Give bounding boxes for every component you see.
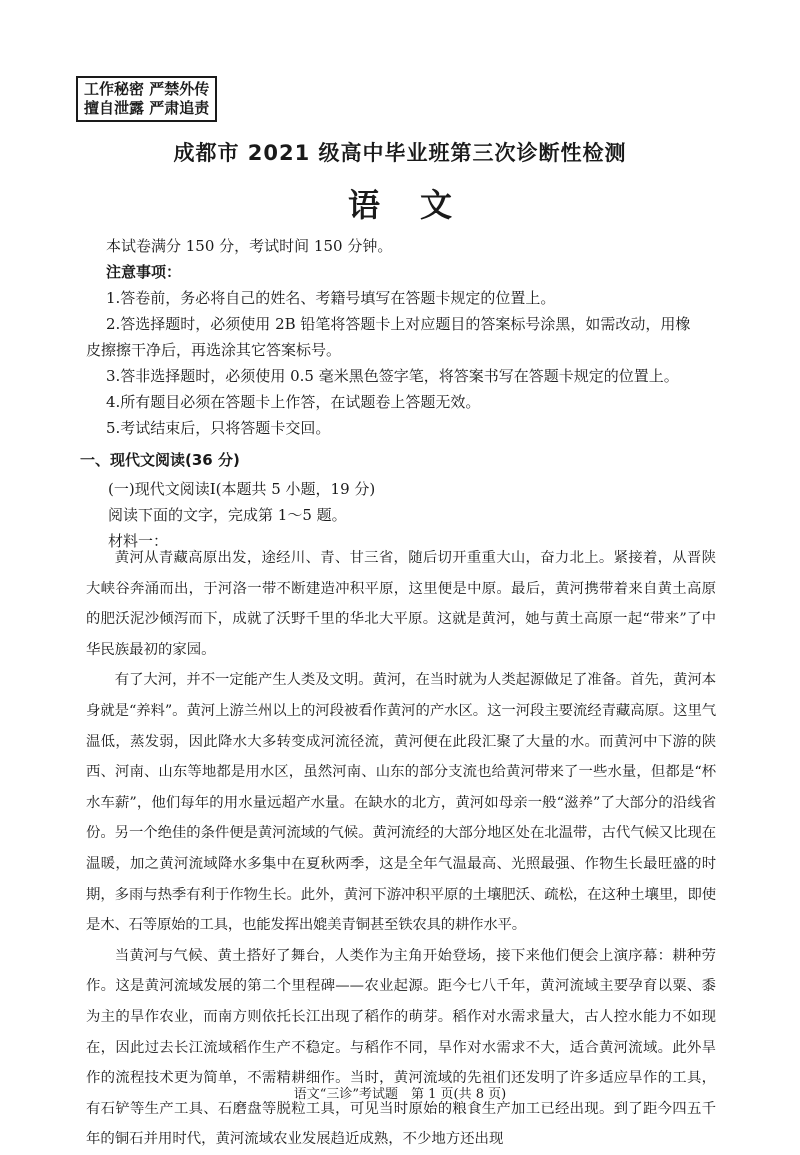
note-item: 5.考试结束后，只将答题卡交回。	[106, 419, 331, 437]
stamp-line-2: 擅自泄露 严肃追责	[84, 99, 210, 117]
exam-title: 成都市 2021 级高中毕业班第三次诊断性检测	[173, 141, 627, 165]
reading-instruction: 阅读下面的文字，完成第 1～5 题。	[108, 506, 347, 524]
passage-paragraph: 当黄河与气候、黄土搭好了舞台，人类作为主角开始登场，接下来他们便会上演序幕：耕种劳作。这是黄河流域发展的第二个里程碑——农业起源。距今七八千年，黄河流域主要孕育以粟、黍为主的旱作农业，而南方则依托长江出现了稻作的萌芽。稻作对水需求量大，古人控水能力不如现在，因此过去长江流域稻作生产不稳定。与稻作不同，旱作对水需求不大，适合黄河流域。此外旱作的流程技术更为简单，不需精耕细作。当时，黄河流域的先祖们还发明了许多适应旱作的工具，有石铲等生产工具、石磨盘等脱粒工具，可见当时原始的粮食生产加工已经出现。到了距今四五千年的铜石并用时代，黄河流域农业发展趋近成熟，不少地方还出现	[86, 947, 716, 1148]
notes-heading: 注意事项：	[106, 263, 182, 281]
note-item: 1.答卷前，务必将自己的姓名、考籍号填写在答题卡规定的位置上。	[106, 289, 556, 307]
note-item-continued: 皮擦擦干净后，再选涂其它答案标号。	[86, 341, 342, 359]
exam-intro: 本试卷满分 150 分，考试时间 150 分钟。	[106, 237, 393, 255]
passage-paragraph: 黄河从青藏高原出发，途经川、青、甘三省，随后切开重重大山，奋力北上。紧接着，从晋陕大峡谷奔涌而出，于河洛一带不断建造冲积平原，这里便是中原。最后，黄河携带着来自黄土高原的肥沃泥沙倾泻而下，成就了沃野千里的华北大平原。这就是黄河，她与黄土高原一起“带来”了中华民族最初的家园。	[86, 550, 716, 658]
subsection-heading: (一)现代文阅读Ⅰ(本题共 5 小题，19 分)	[108, 480, 376, 498]
section-heading: 一、现代文阅读(36 分)	[80, 451, 240, 469]
instructions-block	[86, 233, 726, 441]
page-footer: 语文“三诊”考试题 第 1 页(共 8 页)	[293, 1087, 507, 1102]
confidential-stamp	[76, 76, 217, 122]
subject-title: 语文	[347, 186, 492, 224]
reading-passage	[86, 543, 716, 1155]
material-label: 材料一：	[108, 532, 169, 550]
note-item: 2.答选择题时，必须使用 2B 铅笔将答题卡上对应题目的答案标号涂黑，如需改动，用橡	[106, 315, 691, 333]
passage-paragraph: 有了大河，并不一定能产生人类及文明。黄河，在当时就为人类起源做足了准备。首先，黄河本身就是“养料”。黄河上游兰州以上的河段被看作黄河的产水区。这一河段主要流经青藏高原。这里气温低，蒸发弱，因此降水大多转变成河流径流，黄河便在此段汇聚了大量的水。而黄河中下游的陕西、河南、山东等地都是用水区，虽然河南、山东的部分支流也给黄河带来了一些水量，但都是“杯水车薪”，他们每年的用水量远超产水量。在缺水的北方，黄河如母亲一般“滋养”了大部分的沿线省份。另一个绝佳的条件便是黄河流域的气候。黄河流经的大部分地区处在北温带，古代气候又比现在温暖，加之黄河流域降水多集中在夏秋两季，这是全年气温最高、光照最强、作物生长最旺盛的时期，多雨与热季有利于作物生长。此外，黄河下游冲积平原的土壤肥沃、疏松，在这种土壤里，即使是木、石等原始的工具，也能发挥出媲美青铜甚至铁农具的耕作水平。	[86, 672, 716, 934]
note-item: 3.答非选择题时，必须使用 0.5 毫米黑色签字笔，将答案书写在答题卡规定的位置上。	[106, 367, 679, 385]
note-item: 4.所有题目必须在答题卡上作答，在试题卷上答题无效。	[106, 393, 481, 411]
stamp-line-1: 工作秘密 严禁外传	[84, 80, 210, 98]
